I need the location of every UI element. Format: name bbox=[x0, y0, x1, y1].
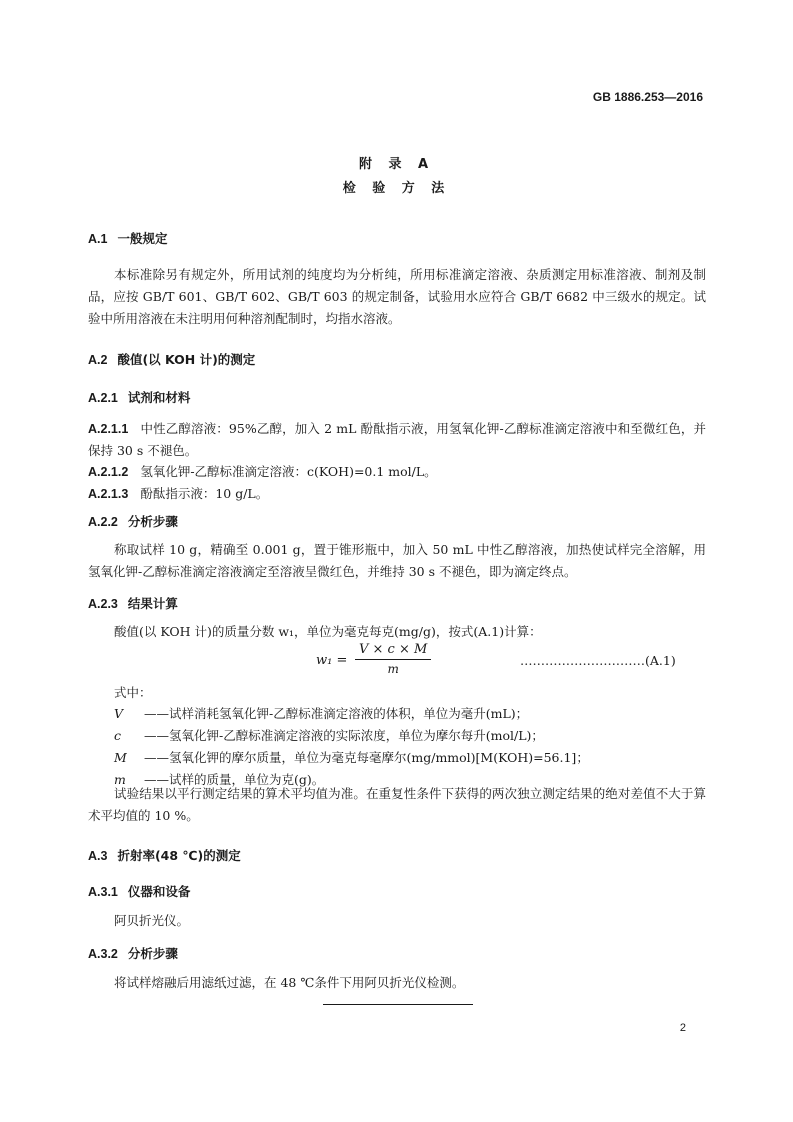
section-number: A.2.2 bbox=[88, 515, 118, 529]
section-number: A.3.2 bbox=[88, 947, 118, 961]
section-a21-heading bbox=[88, 388, 190, 406]
section-title: 结果计算 bbox=[127, 596, 178, 611]
definition-text: ——氢氧化钾-乙醇标准滴定溶液的实际浓度，单位为摩尔每升(mol/L)； bbox=[144, 728, 544, 743]
clause-text: 酚酞指示液：10 g/L。 bbox=[140, 486, 269, 501]
formula-label: …………………………(A.1) bbox=[520, 653, 676, 668]
definition-symbol: V bbox=[114, 706, 124, 721]
clause-text: 中性乙醇溶液：95%乙醇，加入 2 mL 酚酞指示液，用氢氧化钾-乙醇标准滴定溶液中和至微红色，并保持 30 s 不褪色。 bbox=[88, 421, 706, 458]
definition-c bbox=[114, 726, 544, 744]
result-statement: 试验结果以平行测定结果的算术平均值为准。在重复性条件下获得的两次独立测定结果的绝对差值不大于算术平均值的 10 %。 bbox=[88, 786, 706, 823]
section-a22-text: 称取试样 10 g，精确至 0.001 g，置于锥形瓶中，加入 50 mL 中性乙醇溶液，加热使试样完全溶解，用氢氧化钾-乙醇标准滴定溶液滴定至溶液呈微红色，并维持 30 s 不褪色，即为滴定终点。 bbox=[88, 542, 706, 579]
fraction-bar bbox=[355, 659, 431, 660]
formula-lhs: w₁ = bbox=[316, 653, 348, 668]
clause-a213 bbox=[88, 484, 268, 502]
section-number: A.3 bbox=[88, 849, 108, 863]
definition-symbol: c bbox=[114, 728, 122, 743]
calc-intro: 酸值(以 KOH 计)的质量分数 w₁，单位为毫克每克(mg/g)，按式(A.1)计算： bbox=[114, 624, 542, 639]
definition-symbol: m bbox=[114, 772, 126, 787]
formula-fraction bbox=[355, 642, 431, 676]
section-title: 试剂和材料 bbox=[127, 390, 191, 405]
section-title: 仪器和设备 bbox=[127, 884, 191, 899]
clause-number: A.2.1.2 bbox=[88, 465, 129, 479]
section-a32-heading bbox=[88, 944, 178, 962]
standard-number: GB 1886.253—2016 bbox=[592, 90, 703, 104]
section-a1-heading bbox=[88, 229, 167, 247]
section-title: 折射率(48 ℃)的测定 bbox=[117, 848, 241, 863]
section-number: A.2.1 bbox=[88, 391, 118, 405]
section-a31-text: 阿贝折光仪。 bbox=[114, 913, 190, 928]
section-a2-heading bbox=[88, 350, 255, 368]
definition-text: ——试样的质量，单位为克(g)。 bbox=[144, 772, 325, 787]
clause-a212 bbox=[88, 462, 437, 480]
clause-number: A.2.1.3 bbox=[88, 487, 129, 501]
definition-text: ——试样消耗氢氧化钾-乙醇标准滴定溶液的体积，单位为毫升(mL)； bbox=[144, 706, 529, 721]
where-label: 式中： bbox=[114, 685, 152, 700]
section-a22-heading bbox=[88, 512, 178, 530]
clause-text: 氢氧化钾-乙醇标准滴定溶液：c(KOH)=0.1 mol/L。 bbox=[140, 464, 437, 479]
section-a23-heading bbox=[88, 594, 178, 612]
section-a3-heading bbox=[88, 846, 241, 864]
definition-M bbox=[114, 748, 589, 766]
clause-a211 bbox=[88, 418, 706, 462]
definition-V bbox=[114, 704, 528, 722]
section-a1-text: 本标准除另有规定外，所用试剂的纯度均为分析纯，所用标准滴定溶液、杂质测定用标准溶液、制剂及制品，应按 GB/T 601、GB/T 602、GB/T 603 的规定制备，试验用水应符合 GB/T 6682 中三级水的规定。试验中所用溶液在未注明用何种溶剂配制时，均指水溶液。 bbox=[88, 267, 706, 326]
definition-text: ——氢氧化钾的摩尔质量，单位为毫克每毫摩尔(mg/mmol)[M(KOH)=56.1]； bbox=[144, 750, 589, 765]
section-number: A.1 bbox=[88, 232, 108, 246]
formula-numerator: V × c × M bbox=[359, 642, 428, 657]
section-title: 酸值(以 KOH 计)的测定 bbox=[117, 352, 256, 367]
formula-denominator: m bbox=[387, 662, 399, 676]
appendix-subtitle: 检 验 方 法 bbox=[342, 181, 451, 196]
section-number: A.3.1 bbox=[88, 885, 118, 899]
clause-number: A.2.1.1 bbox=[88, 422, 129, 436]
page-number: 2 bbox=[679, 1022, 686, 1034]
section-number: A.2 bbox=[88, 353, 108, 367]
appendix-title: 附 录 A bbox=[358, 157, 435, 172]
section-title: 一般规定 bbox=[117, 231, 168, 246]
section-a32-text: 将试样熔融后用滤纸过滤，在 48 ℃条件下用阿贝折光仪检测。 bbox=[114, 975, 465, 990]
section-title: 分析步骤 bbox=[127, 514, 178, 529]
section-a31-heading bbox=[88, 882, 190, 900]
section-title: 分析步骤 bbox=[127, 946, 178, 961]
definition-symbol: M bbox=[114, 750, 127, 765]
end-rule bbox=[323, 1004, 473, 1005]
section-number: A.2.3 bbox=[88, 597, 118, 611]
